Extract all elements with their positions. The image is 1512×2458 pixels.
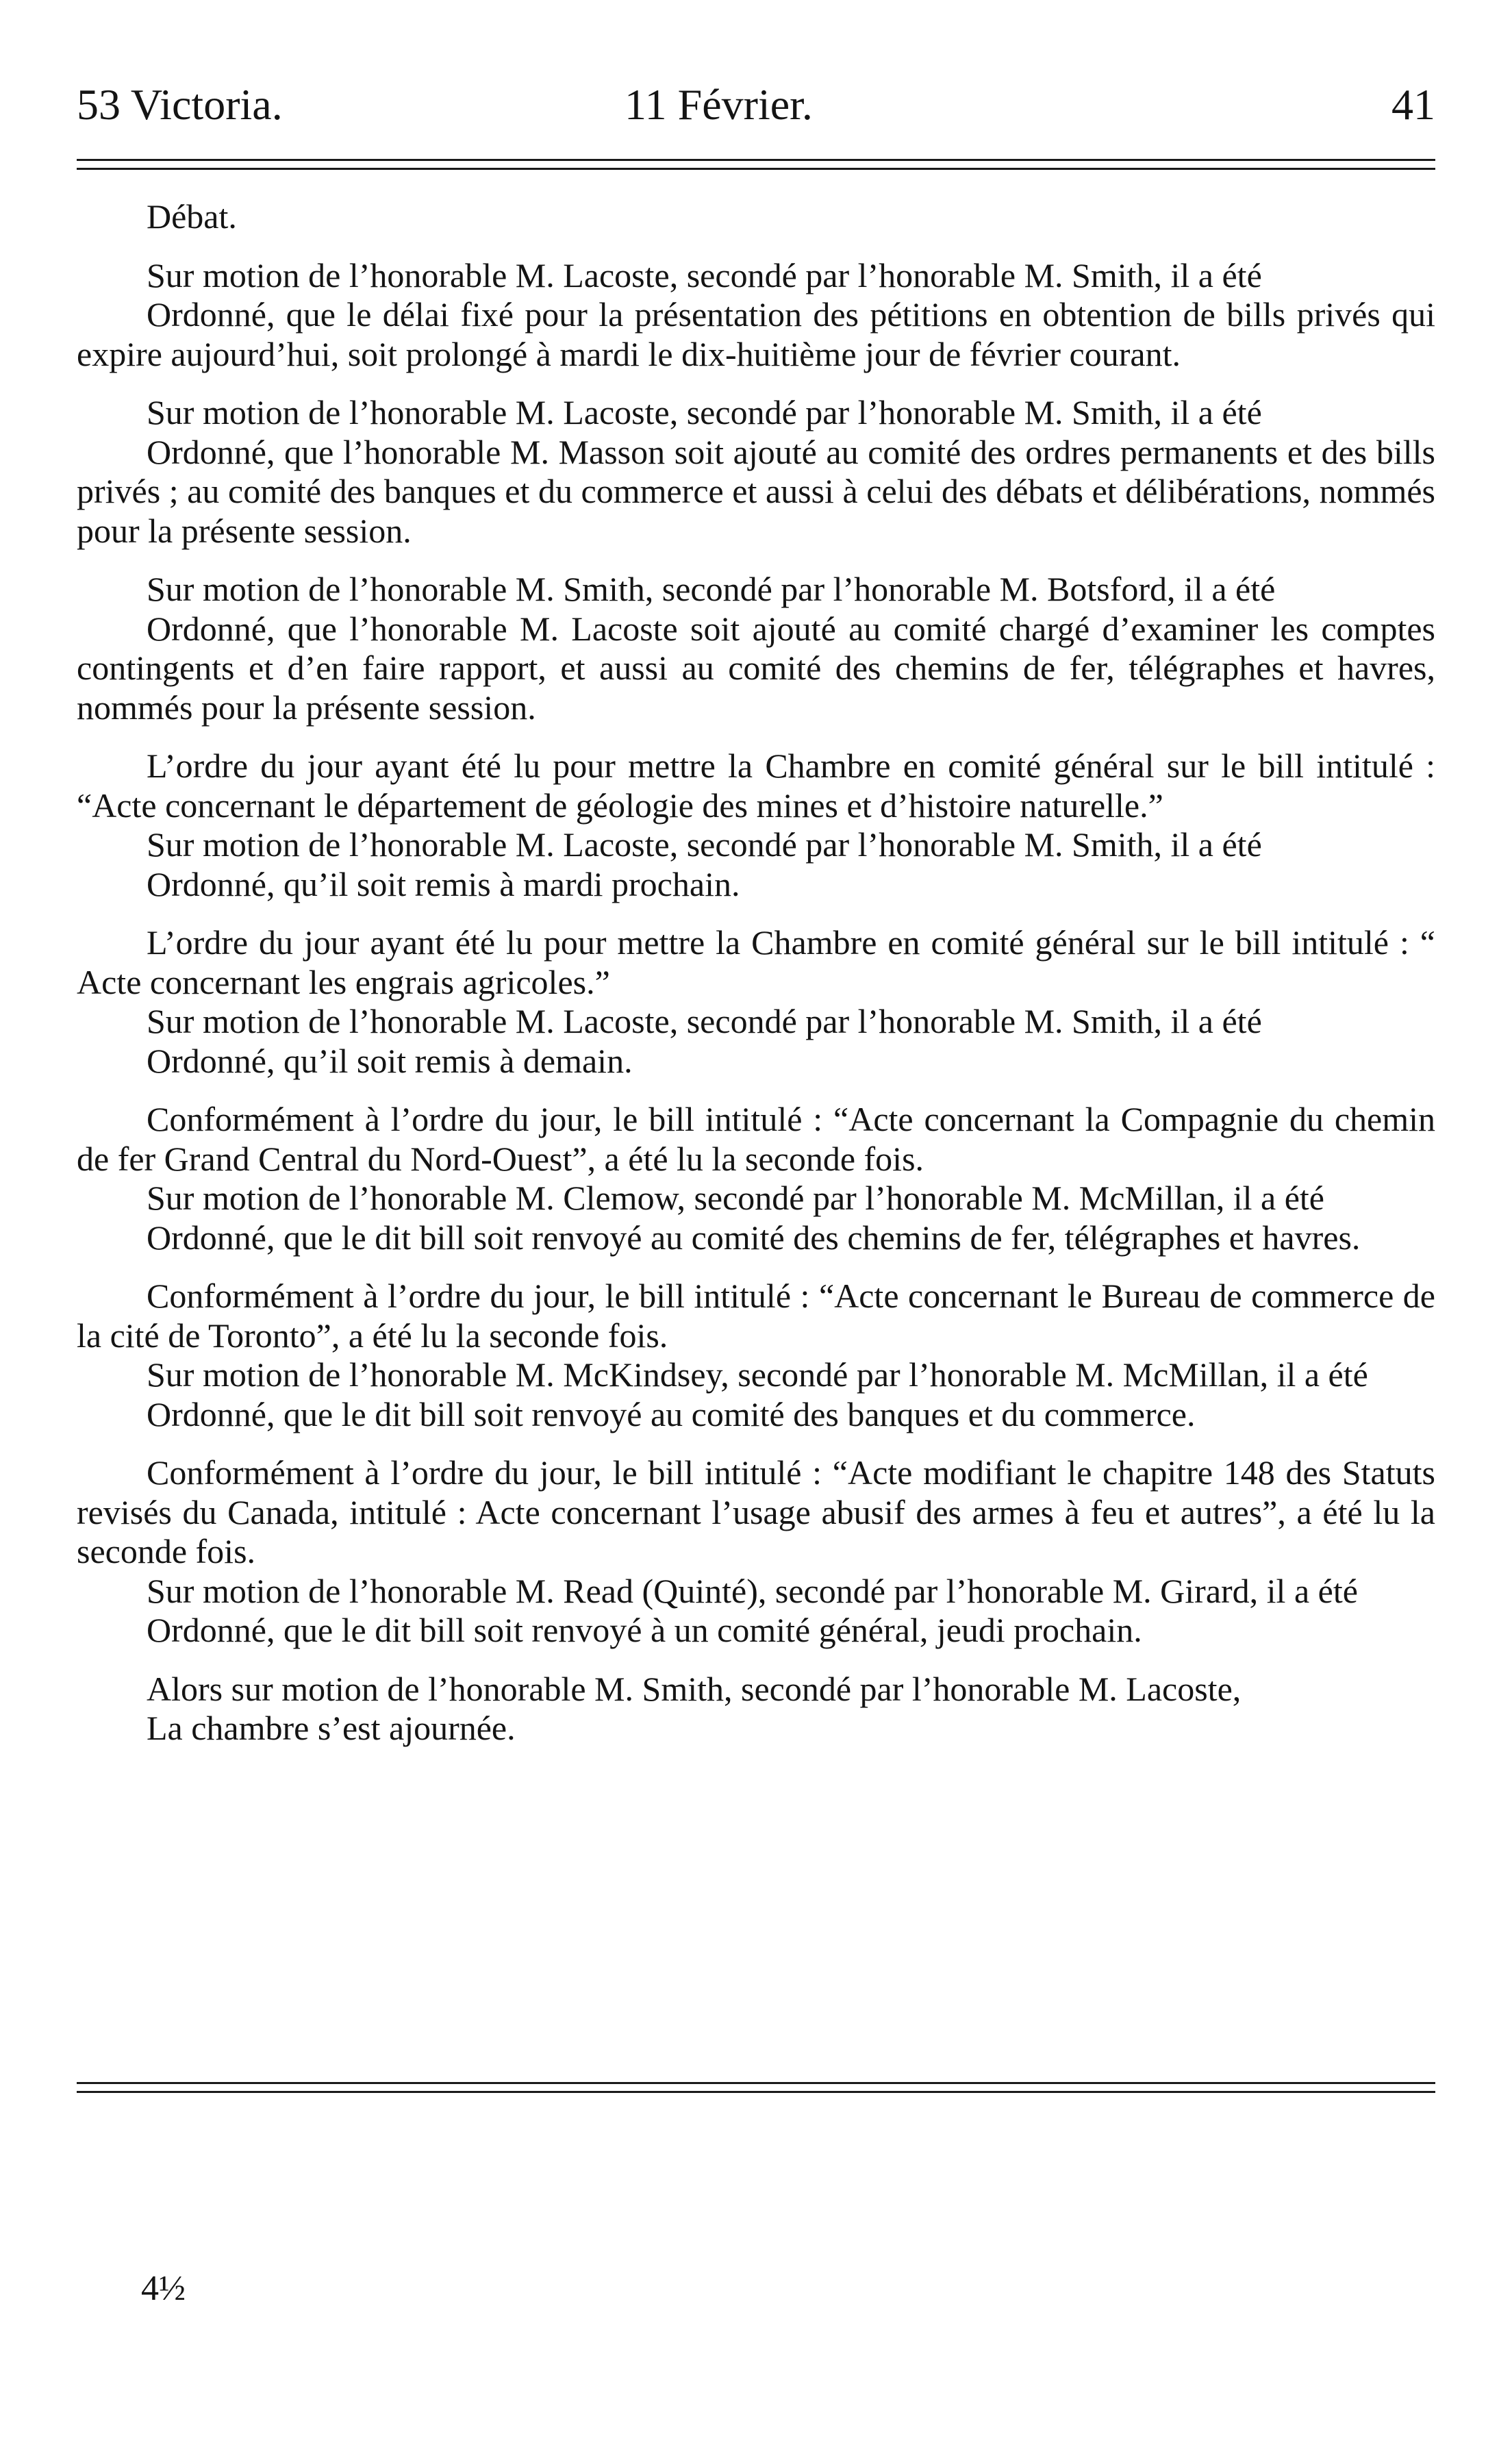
header-date: 11 Février. xyxy=(625,80,813,129)
paragraph: Sur motion de l’honorable M. McKindsey, secondé par l’honorable M. McMillan, il a été xyxy=(147,1355,1368,1394)
paragraph: Conformément à l’ordre du jour, le bill intitulé : “Acte concernant la Compagnie du chemin de fer Grand Central du Nord-Ouest”, a été lu la seconde fois. xyxy=(77,1100,1435,1178)
document-body xyxy=(77,197,1435,1748)
paragraph: Ordonné, que l’honorable M. Lacoste soit ajouté au comité chargé d’examiner les comptes contingents et d’en faire rapport, et aussi au comité des chemins de fer, télégraphes et havres, nommés pour la présente session. xyxy=(77,609,1435,727)
paragraph: Sur motion de l’honorable M. Clemow, secondé par l’honorable M. McMillan, il a été xyxy=(147,1179,1324,1217)
paragraph: Ordonné, que le délai fixé pour la présentation des pétitions en obtention de bills privés qui expire aujourd’hui, soit prolongé à mardi le dix-huitième jour de février courant. xyxy=(77,295,1435,373)
paragraph: Ordonné, que l’honorable M. Masson soit ajouté au comité des ordres permanents et des bills privés ; au comité des banques et du commerce et aussi à celui des débats et délibérations, nommés pour la présente session. xyxy=(77,432,1435,550)
paragraph: Ordonné, que le dit bill soit renvoyé au comité des chemins de fer, télégraphes et havres. xyxy=(147,1218,1361,1257)
paragraph: Conformément à l’ordre du jour, le bill intitulé : “Acte modifiant le chapitre 148 des Statuts revisés du Canada, intitulé : Acte concernant l’usage abusif des armes à feu et autres”, a été lu la seconde fois. xyxy=(77,1453,1435,1570)
paragraph: L’ordre du jour ayant été lu pour mettre la Chambre en comité général sur le bill intitulé : “ Acte concernant les engrais agricoles.” xyxy=(77,923,1435,1001)
paragraph: Sur motion de l’honorable M. Lacoste, secondé par l’honorable M. Smith, il a été xyxy=(147,393,1262,431)
paragraph: La chambre s’est ajournée. xyxy=(147,1709,516,1747)
paragraph: Ordonné, qu’il soit remis à demain. xyxy=(147,1041,633,1080)
paragraph: Sur motion de l’honorable M. Lacoste, secondé par l’honorable M. Smith, il a été xyxy=(147,255,1262,294)
paragraph: L’ordre du jour ayant été lu pour mettre la Chambre en comité général sur le bill intitulé : “Acte concernant le département de géologie des mines et d’histoire naturelle.” xyxy=(77,747,1435,825)
paragraph: Ordonné, que le dit bill soit renvoyé au comité des banques et du commerce. xyxy=(147,1394,1196,1433)
paragraph: Sur motion de l’honorable M. Lacoste, secondé par l’honorable M. Smith, il a été xyxy=(147,1002,1262,1040)
footer-rule-top xyxy=(77,2082,1435,2084)
paragraph: Sur motion de l’honorable M. Read (Quinté), secondé par l’honorable M. Girard, il a été xyxy=(147,1571,1358,1610)
header-session: 53 Victoria. xyxy=(77,80,283,129)
header-rule-top xyxy=(77,159,1435,161)
paragraph: Débat. xyxy=(147,197,237,236)
paragraph: Ordonné, que le dit bill soit renvoyé à un comité général, jeudi prochain. xyxy=(147,1611,1142,1649)
paragraph: Sur motion de l’honorable M. Lacoste, secondé par l’honorable M. Smith, il a été xyxy=(147,825,1262,864)
paragraph: Ordonné, qu’il soit remis à mardi prochain. xyxy=(147,864,740,903)
signature-mark: 4½ xyxy=(141,2269,186,2308)
paragraph: Alors sur motion de l’honorable M. Smith, secondé par l’honorable M. Lacoste, xyxy=(147,1669,1242,1708)
paragraph: Conformément à l’ordre du jour, le bill intitulé : “Acte concernant le Bureau de commerce de la cité de Toronto”, a été lu la seconde fois. xyxy=(77,1277,1435,1355)
footer-rule-bottom xyxy=(77,2091,1435,2093)
page-header xyxy=(77,74,1435,136)
header-rule-bottom xyxy=(77,168,1435,170)
paragraph: Sur motion de l’honorable M. Smith, secondé par l’honorable M. Botsford, il a été xyxy=(147,570,1276,608)
page-number: 41 xyxy=(1391,80,1435,129)
